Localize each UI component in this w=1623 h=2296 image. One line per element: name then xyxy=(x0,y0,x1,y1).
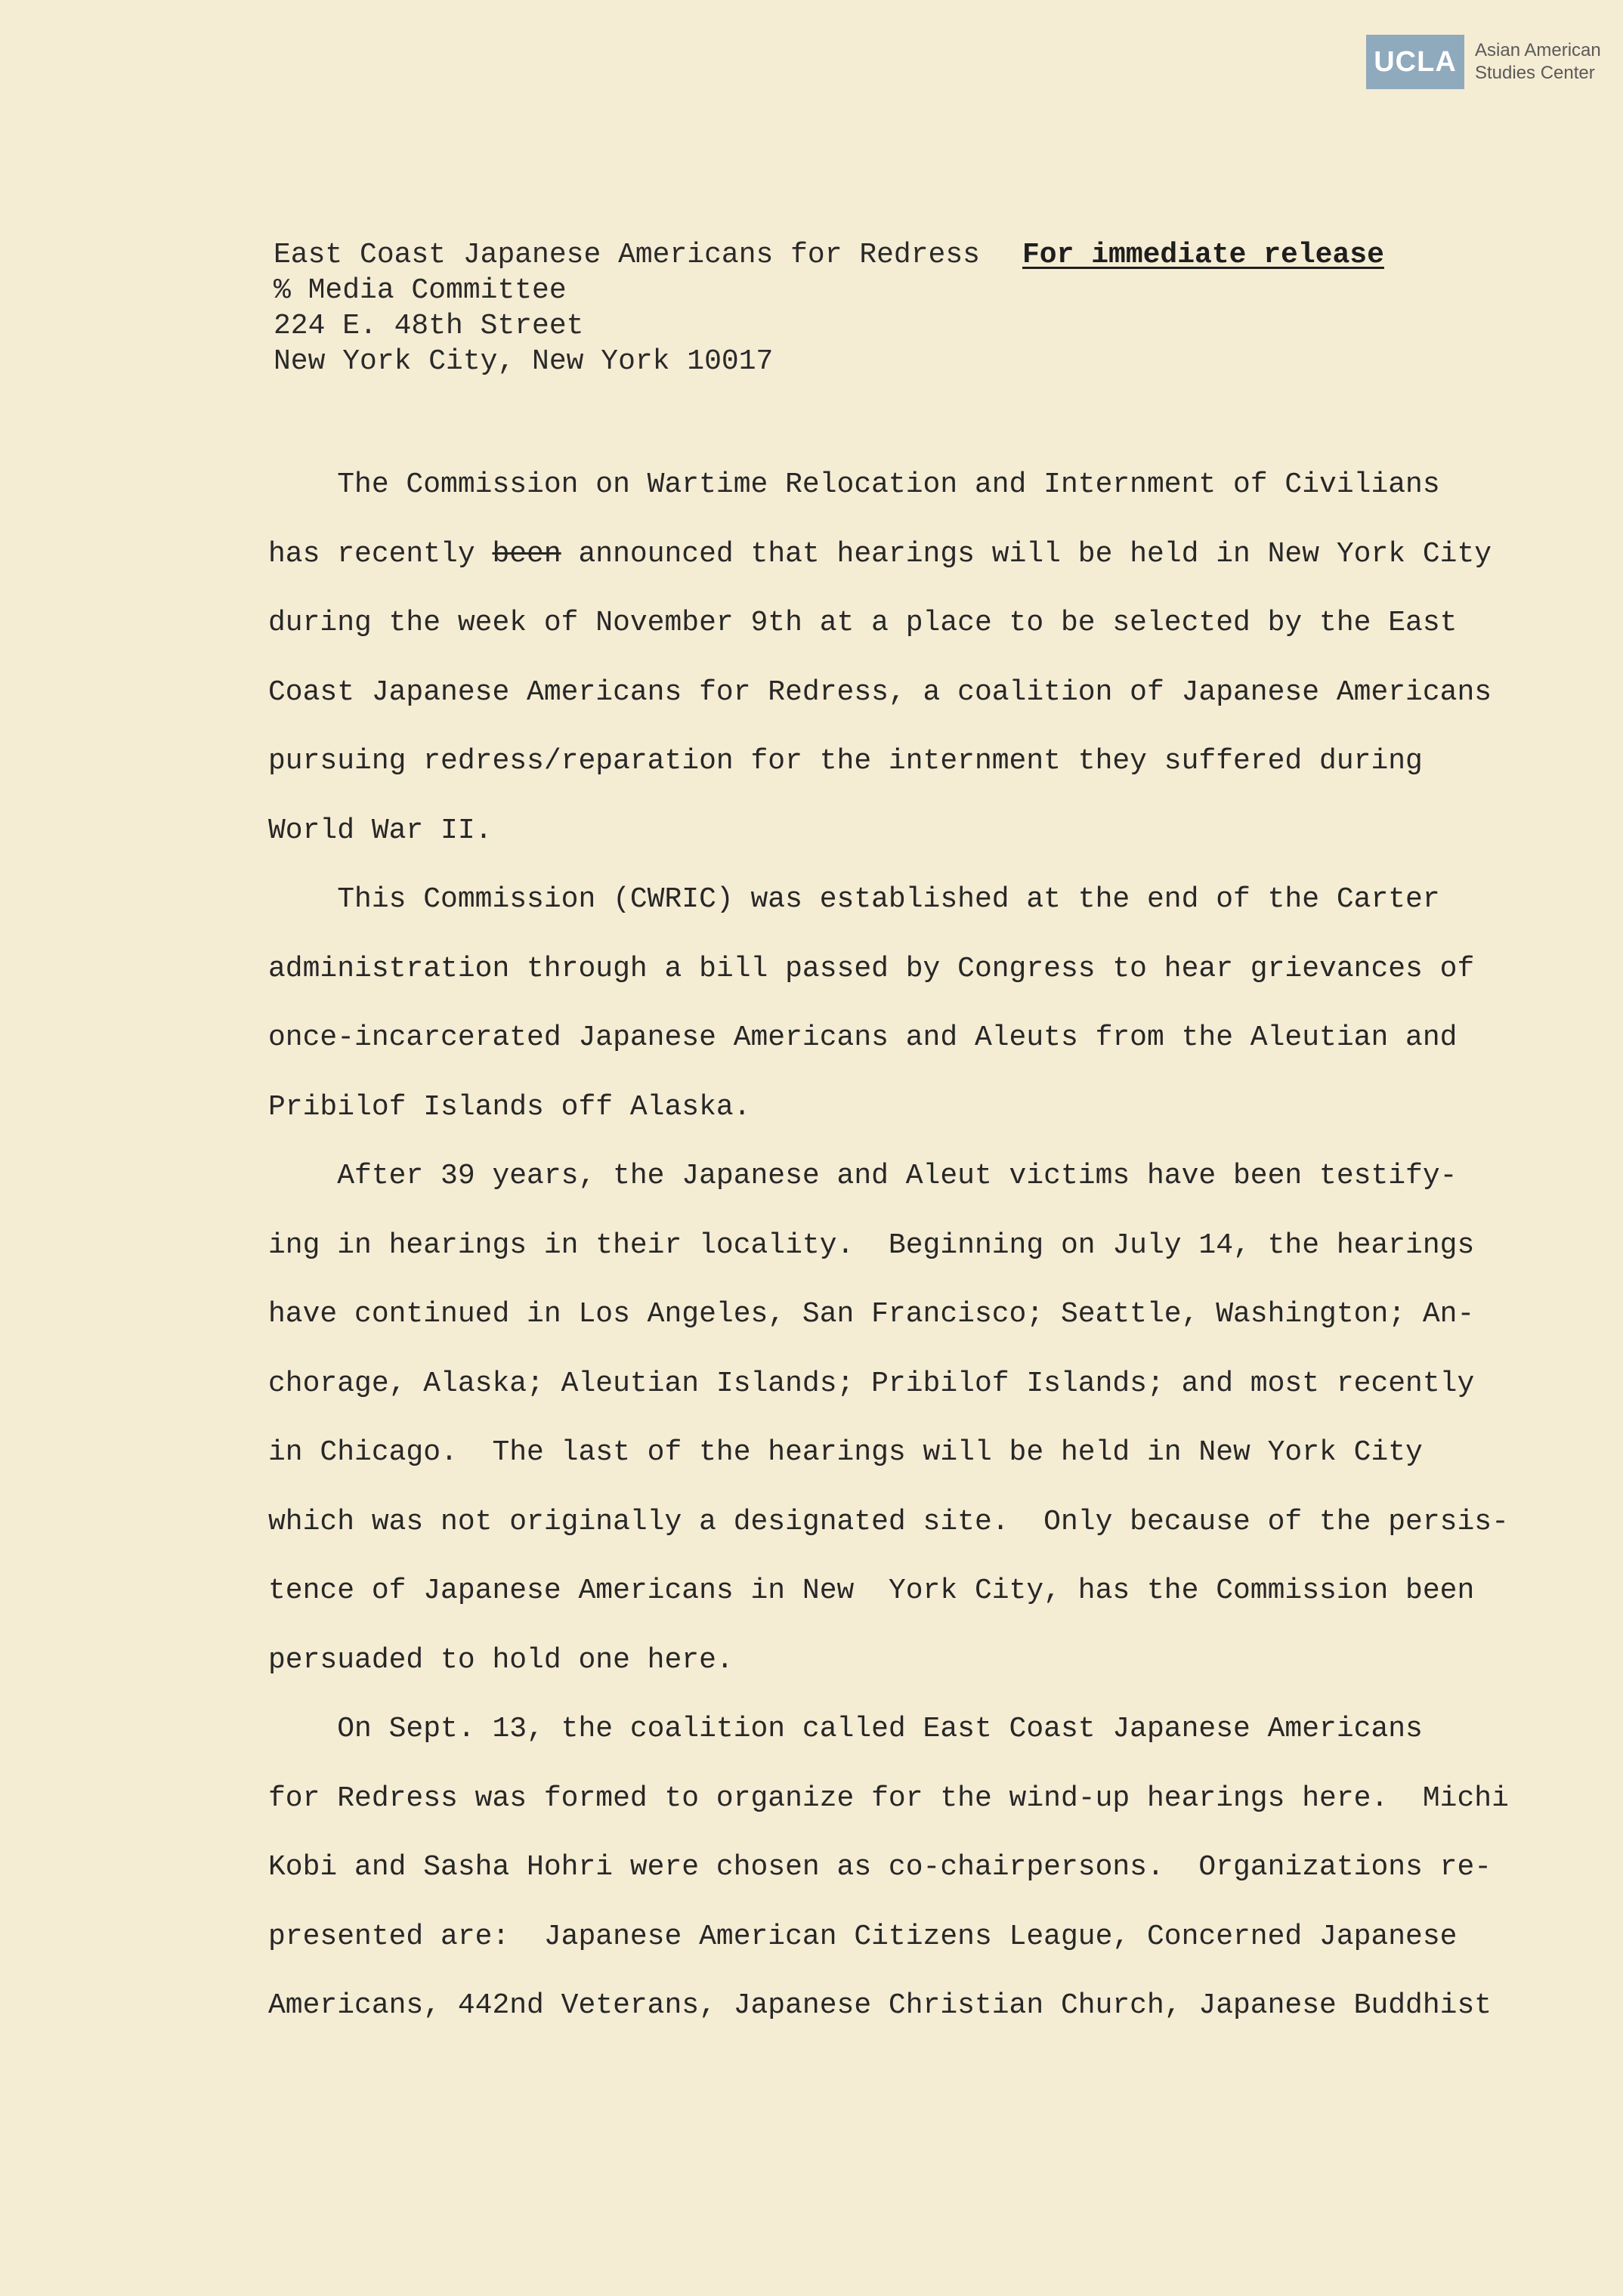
line-text: pursuing redress/reparation for the internment they suffered during xyxy=(268,745,1423,777)
watermark-caption xyxy=(1475,39,1601,85)
line-text: Kobi and Sasha Hohri were chosen as co-chairpersons. Organizations re- xyxy=(268,1851,1492,1883)
text-line xyxy=(268,935,1475,1004)
text-line xyxy=(268,589,1458,658)
line-text: Americans, 442nd Veterans, Japanese Christian Church, Japanese Buddhist xyxy=(268,1989,1492,2022)
text-line xyxy=(268,450,1440,520)
text-line xyxy=(268,1488,1509,1557)
line-text: On Sept. 13, the coalition called East Coast Japanese Americans xyxy=(268,1713,1423,1745)
line-text: World War II. xyxy=(268,814,493,847)
line-text: tence of Japanese Americans in New York City, has the Commission been xyxy=(268,1574,1475,1607)
text-line xyxy=(268,1764,1509,1834)
org-name: East Coast Japanese Americans for Redress xyxy=(274,239,980,271)
letterhead-address xyxy=(274,237,980,379)
text-line xyxy=(268,1073,1432,1142)
text-line xyxy=(268,865,1440,935)
text-line xyxy=(268,1280,1475,1349)
paragraph xyxy=(268,450,1492,865)
line-text: once-incarcerated Japanese Americans and Aleuts from the Aleutian and xyxy=(268,1021,1458,1054)
text-line xyxy=(268,1902,1458,1972)
line-text: during the week of November 9th at a place to be selected by the East xyxy=(268,607,1458,639)
text-line xyxy=(268,727,1432,796)
text-line xyxy=(268,1349,1475,1419)
text-line xyxy=(268,796,1432,866)
line-text: The Commission on Wartime Relocation and Internment of Civilians xyxy=(268,468,1440,501)
text-line xyxy=(268,658,1492,728)
line-text: persuaded to hold one here. xyxy=(268,1643,734,1676)
paragraph xyxy=(268,865,1475,1142)
text-line xyxy=(268,1556,1475,1626)
line-text: ing in hearings in their locality. Beginning on July 14, the hearings xyxy=(268,1228,1475,1262)
watermark-line-1: Asian American xyxy=(1475,40,1601,60)
line-text: for Redress was formed to organize for the wind-up hearings here. Michi xyxy=(268,1781,1509,1815)
paragraph xyxy=(268,1142,1509,1695)
text-line xyxy=(268,1695,1432,1764)
line-text: announced that hearings will be held in New York City xyxy=(561,537,1492,570)
text-line xyxy=(268,1418,1432,1488)
line-text: After 39 years, the Japanese and Aleut victims have been testify- xyxy=(268,1160,1458,1192)
release-notice: For immediate release xyxy=(1022,239,1384,271)
city-line: New York City, New York 10017 xyxy=(274,345,774,378)
text-line xyxy=(268,1971,1492,2041)
line-text: This Commission (CWRIC) was established at the end of the Carter xyxy=(268,883,1440,916)
text-line xyxy=(268,1003,1458,1073)
line-text: has recently xyxy=(268,537,493,570)
line-text: have continued in Los Angeles, San Francisco; Seattle, Washington; An- xyxy=(268,1298,1475,1330)
line-text: which was not originally a designated site. Only because of the persis- xyxy=(268,1505,1509,1538)
street-address: 224 E. 48th Street xyxy=(274,310,584,342)
line-text: chorage, Alaska; Aleutian Islands; Pribilof Islands; and most recently xyxy=(268,1367,1475,1400)
text-line xyxy=(268,1211,1475,1281)
archive-watermark xyxy=(1366,35,1601,89)
ucla-logo: UCLA xyxy=(1366,35,1464,89)
line-text: Coast Japanese Americans for Redress, a coalition of Japanese Americans xyxy=(268,675,1492,709)
care-of-line: % Media Committee xyxy=(274,274,567,307)
watermark-line-2: Studies Center xyxy=(1475,63,1595,83)
line-text: presented are: Japanese American Citizens League, Concerned Japanese xyxy=(268,1920,1458,1953)
line-text: Pribilof Islands off Alaska. xyxy=(268,1090,751,1123)
line-text: administration through a bill passed by Congress to hear grievances of xyxy=(268,952,1475,985)
press-release-body xyxy=(268,450,1509,2041)
text-line xyxy=(268,520,1492,589)
line-text: in Chicago. The last of the hearings will be held in New York City xyxy=(268,1436,1423,1469)
struck-word: been xyxy=(492,537,561,570)
paragraph xyxy=(268,1695,1509,2041)
text-line xyxy=(268,1833,1492,1902)
text-line xyxy=(268,1142,1458,1211)
text-line xyxy=(268,1626,1432,1695)
